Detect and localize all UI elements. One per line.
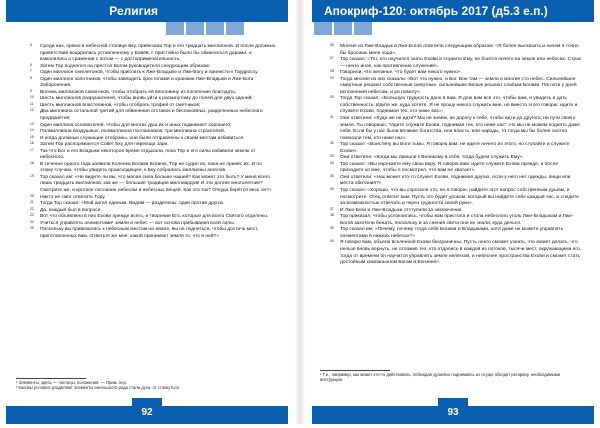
header-tile — [186, 22, 204, 35]
right-page-header-title: Апокриф-120: октябрь 2017 (д5.3 е.п.) — [324, 4, 548, 18]
verse-text: Поскольку вы привязались к небесным местам на земле, вы не подняться, чтобы достичь мест, приготовленных вам. Ответьте же мне: какой принимает земля то, что в ней?» — [40, 227, 259, 239]
verse-text: Среди них, прямо в небесной столице Бку, привязали Тор и его тридцать миллионов. И после должных приветствий воцарилась уставленному у Бовёв, с пристойно было бы обменяться дарами, и взмолились о сражении с потом — с достопримечательность. — [40, 44, 276, 63]
header-tile — [354, 22, 372, 35]
header-tile — [226, 22, 244, 35]
verse — [330, 142, 582, 155]
verse-number: 28 — [330, 69, 334, 74]
right-page-number: 93 — [438, 398, 468, 424]
header-tile — [334, 22, 352, 35]
verse — [330, 44, 582, 57]
verse-number: 21 — [30, 200, 34, 205]
verse-text: Тор сказал: «Вы изрекаете ему свою веру. Я говорю вам: идите служите Ехови прежде, а после приходите ко мне, чтобы я посмотрел, что вам не хватает». — [340, 161, 559, 174]
header-tile — [206, 22, 224, 35]
verse-number: 17 — [30, 147, 34, 152]
verse-text: Никто не смог ответить Тору. — [40, 194, 106, 200]
verse-text: Так что Бог и его Владыки некоторое время отдыхали, пока Тор и его силы избавили землю от небесного. — [40, 148, 256, 161]
verse — [330, 227, 582, 240]
verse — [30, 77, 276, 90]
verse-text: Два миллиона остальной третий для обвинения отставок и беспокойных, разделенных небесного предприятия; — [40, 109, 263, 122]
left-page-footer — [6, 406, 288, 424]
right-page-header — [312, 0, 594, 22]
verse-number: 7 — [30, 69, 32, 74]
verse-text: Один миллион синглетонов, чтобы прислать к Лже-Владыке и Лже-Богу и принести к Гаудроссу. — [40, 70, 259, 76]
verse-number: 31 — [330, 115, 334, 120]
verse-number: 5 — [30, 43, 32, 47]
verse-text: Говорили, что желанье, что будет вам некого нужно». — [340, 70, 462, 76]
verse-number: 24 — [30, 219, 34, 224]
verse-text: Они ответили: «Куда же не идти? Мы не знаем, не дорогу к себе, чтобы идти до другого; ни пути свой к земле. Ты говоришь: "Идите служите Ехови, поднимая тех, кто ниже нас". Но мы не можем поднять даже себя. Если бы у нас были великие богатства, или власть, или народы, то тогда мы бы более охотно помогали тем, кто ниже нас». — [340, 116, 580, 141]
verse — [330, 240, 582, 266]
verse-text: Тогда Тор сказал: «Большую трудность дано в вам. Я дою вам всё это, чтобы вам, и увидеть и дать собственность. Идите же, куда хотите. Я не прошу никого служить мне, но вместо этого говорю: идите и служите Ехови, поднимая тех, кто ниже вас». — [340, 96, 578, 115]
left-page-footnotes — [16, 380, 276, 391]
verse-text: Тор сказал: «Тот, кто научился знать Ехови и служить Ему, не боится ничего на земле или небесах. Страх — ничто иное, как противление служений». — [340, 57, 582, 69]
verse-number: 38 — [330, 213, 334, 218]
verse-number: 20 — [30, 193, 34, 198]
left-page-header-title: Религия — [109, 4, 158, 18]
verse-number: 11 — [30, 101, 34, 106]
verse-text: Один миллион золотников, чтобы завладеть престолами и хранами Лже-Владыки и Лже-Бога Заборонения. — [40, 76, 254, 89]
verse — [330, 188, 582, 208]
verse-number: 35 — [330, 173, 334, 178]
verse-text: Тор сказал: «Воистину вы Боги тьмы. Я говорю вам: не идите ничего из этого, но ступайте и служите Ехови». — [340, 142, 570, 154]
verse — [330, 214, 582, 227]
verse-text: Они ответили: «Нас может кто-то служит Ехови, поднимая других, если у него нет одежды, пищи или места обитания?» — [340, 174, 571, 187]
verse-number: 14 — [30, 128, 34, 133]
verse-number: 18 — [30, 160, 34, 165]
verse-number: 37 — [330, 206, 334, 211]
left-page-number: 92 — [132, 398, 162, 424]
left-page-text — [30, 44, 276, 240]
verse-text: Тор сказал: «Хорошо, что вы спросили это, но я говорю: найдите этот вопрос собственным душам, и посмотрите. Отец ответит вам. Пусть это будет уроком, который вы найдёте себе каждый час, и следите за возможностью отвечать и через трудности своей руки». — [340, 188, 579, 207]
verse-number: 23 — [30, 213, 34, 218]
verse-text: Затем Тор поднялся на престол Богом руководителя следующим образом: — [40, 63, 210, 69]
verse-number: 25 — [30, 226, 34, 231]
verse-number: 30 — [330, 95, 334, 100]
verse-number: 16 — [30, 141, 34, 146]
verse-text: Тогда многие из них сказали: «Вот что нужно, и Бог. Вон там — земли и многие сто небес. Сильнейшее смертные решают собственные смертные, сильнейшие Белые решают слабым Богами. Поглоти у дней исполнения небесам, и ра помогу». — [340, 76, 577, 95]
footnote: ¹ Элементы, здесь — частицы, положения. — Прим. пер. — [16, 380, 127, 385]
verse-number: 10 — [30, 95, 34, 100]
verse-text: Я говорю вам, объяли вселенной Ехови безграничны. Пусть некто сможет узнать, что может делать, что нельзя вновь вернуть, не отложив тех, кто отдались в каждой из потоков, тысячи мест, окружающими его, тогда от времени он научится управлять земле нелёгкой, и небеснее пространства Ехови и сможет стать достойным компаньоном Богам и Богиней». — [340, 240, 582, 266]
header-tile — [314, 22, 332, 35]
verse-number: 33 — [330, 154, 334, 159]
verse-text: В течение одного года заявили Коленка Богами Богиню, Тор не судил их, пока не принёс их. И по этому случаю, чтобы увидеть происходящее, к Бку собрались миллионы ангелов. — [40, 161, 262, 174]
verse-text: Один миллион основателей, чтобы для многих душ их и иных поджимает хорошего; — [40, 122, 232, 128]
verse-number: 12 — [30, 108, 34, 113]
header-tile — [166, 22, 184, 35]
gutter — [295, 0, 305, 424]
verse — [30, 149, 276, 162]
left-page-header — [6, 0, 288, 22]
verse — [30, 175, 276, 195]
verse-text: Они ответили: «Когда мы пришли к Великому в себя, тогда будем служить Ему». — [340, 155, 524, 161]
verse-text: Вот что объявлено в них Ехови прежде всего, и творение Его, которые для всего Святого отделены. — [40, 214, 269, 220]
verse-text: Затем Тор распоряжается Совет Бку для перехода зари. — [40, 142, 169, 148]
verse-text: Да, каждый был в вопросе. — [40, 207, 102, 213]
verse-text: Шесть миллионов разрушителей, чтобы вновь уйти к раскинутому до полей для двух зданий; — [40, 96, 253, 102]
verse-text: И Лже-Боги и Лже-Владыки отступили за заключение. — [340, 207, 463, 213]
verse — [30, 162, 276, 175]
verse — [330, 57, 582, 70]
verse-number: 6 — [30, 62, 32, 67]
verse — [30, 109, 276, 122]
verse-number: 8 — [30, 75, 32, 80]
verse-number: 32 — [330, 141, 334, 146]
right-page — [312, 0, 594, 424]
verse-number: 29 — [330, 75, 334, 80]
verse-number: 34 — [330, 160, 334, 165]
left-page — [6, 0, 288, 424]
verse — [330, 77, 582, 97]
verse-text: Полмиллиона воздушных; полмиллиона посланников; три миллиона строителей. — [40, 129, 226, 135]
verse — [30, 227, 276, 240]
verse-number: 13 — [30, 121, 34, 126]
verse-text: Тор сказал им: «Почему, почему тогда себя Богами и Владыками, хотя даже не можете управлять элементами в нижних небесах?» — [340, 227, 564, 239]
verse-text: Тогда Тор сказал: «Мой ангел единым. Видим — разделены, одни против других. — [40, 201, 225, 207]
verse-number: 40 — [330, 239, 334, 244]
verse-text: Восемь миллионов самогонов, чтобы отобрать её вполовину из поселения благодать; — [40, 89, 237, 95]
verse-number: 39 — [330, 226, 334, 231]
verse-number: 19 — [30, 173, 34, 178]
verse-number: 22 — [30, 206, 34, 211]
footnote-rule — [320, 370, 390, 371]
footnote: ² Каковы условия, разделяют элементы ангельского рода стали духа, от стокнуться. — [16, 385, 180, 391]
verse-text: Шесть миллионов властелинов, чтобы отобрать трофей от сметчиков; — [40, 102, 201, 108]
verse — [30, 44, 276, 64]
right-page-text — [330, 44, 582, 267]
verse-text: Учиться управлять элементами¹ земли и небес — вот основа прибывания всей силы. — [40, 220, 236, 226]
verse-number: 27 — [330, 56, 334, 61]
verse-number: 26 — [330, 43, 334, 47]
verse-number: 9 — [30, 88, 32, 93]
verse — [330, 96, 582, 116]
verse-text: Многие из Лже-Владык и Лже-Богов ответили следующим образом: «Я более высказать,и нечем я точно бы бросишь меня хода». — [340, 44, 579, 56]
verse-text: Тор сказал им: «Не видите ли вы, что малая сила больше нашей? Как может это быть? У меня всего лишь тридцать миллионов, как же — большие традиции миллиардов! И эти долгие многолетние? Смотрите же, и кроткое послание небесам и небесных вещей. Как это так? Откуда берётся весь он?» — [40, 174, 272, 194]
verse — [330, 175, 582, 188]
footnote-rule — [16, 378, 86, 379]
right-page-footnotes — [320, 372, 582, 383]
verse — [330, 116, 582, 142]
verse-text: Тор приказал, чтобы успокоились, чтобы вам пристола и стола небесного уголь Лже-Владыкам и Лже-Богов захотели бежать, поскольку и за снения света они не знали, куда делься. — [340, 214, 574, 226]
verse-number: 15 — [30, 134, 34, 139]
verse-text: И когда должные служащие отобраны, они были отправлены к своим местам избавиться. — [40, 135, 245, 141]
footnote: ¹ Т.е., например, как может кто-то действовать, побеждая душевно поднимаясь из осуще обходят регарану, необходимыми инструкции. — [320, 372, 561, 383]
verse — [330, 162, 582, 175]
right-page-footer — [312, 406, 594, 424]
verse-number: 36 — [330, 187, 334, 192]
